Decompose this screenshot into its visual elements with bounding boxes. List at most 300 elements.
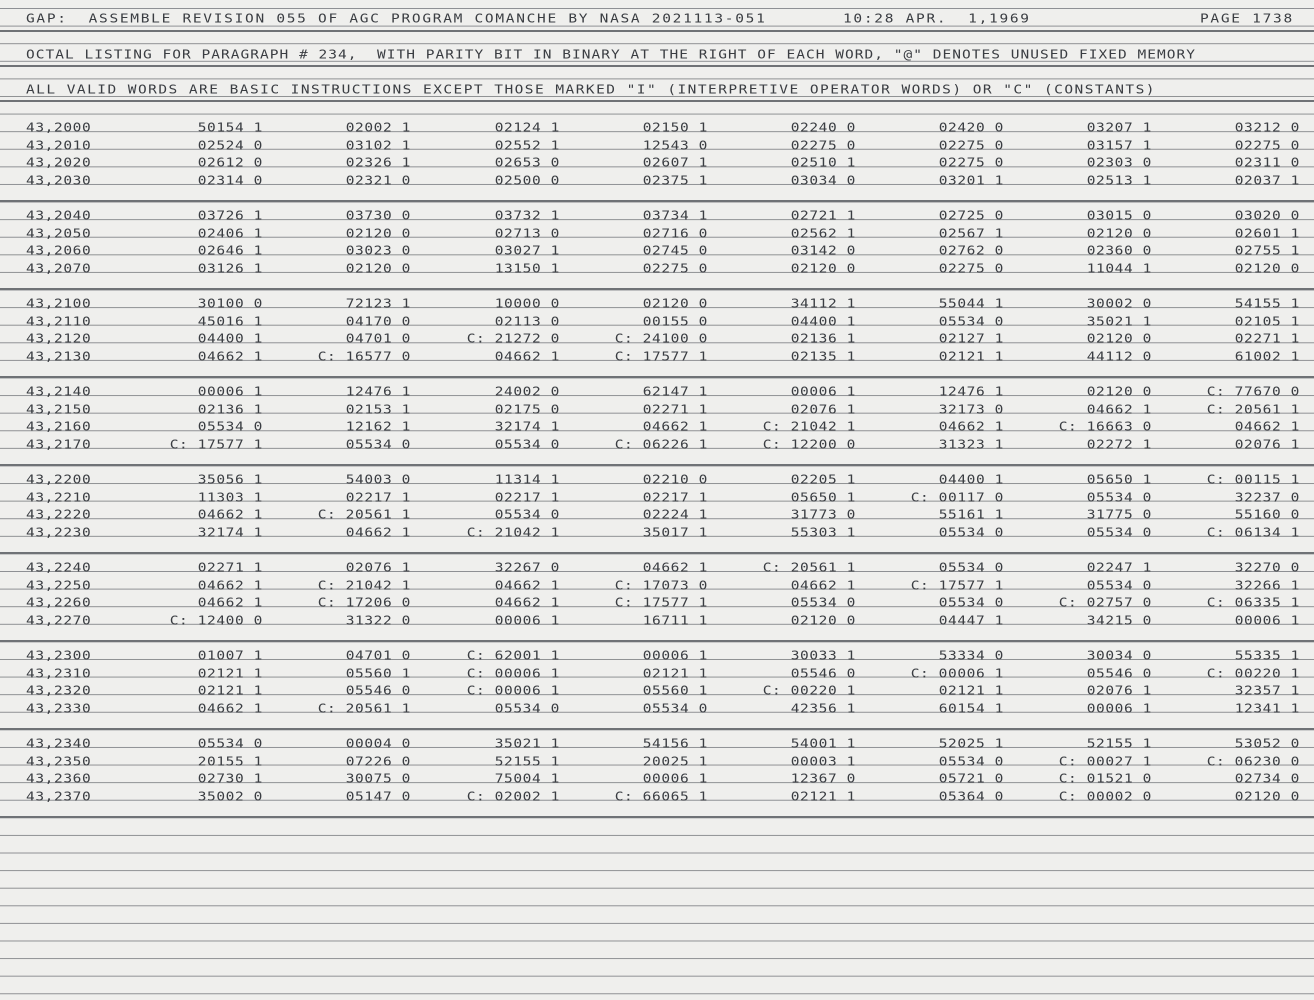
octal-word: 03157 1 xyxy=(1086,138,1152,153)
octal-word: 02120 0 xyxy=(1086,226,1152,241)
row-address: 43,2130 xyxy=(26,349,92,364)
octal-word: C: 02757 0 xyxy=(1058,596,1152,611)
octal-word: 54001 1 xyxy=(790,737,856,751)
octal-word: 30075 0 xyxy=(345,772,411,787)
row-address: 43,2310 xyxy=(26,666,92,681)
octal-word: C: 12200 0 xyxy=(762,437,856,452)
octal-word: 04400 1 xyxy=(790,314,856,329)
octal-word: 02275 0 xyxy=(642,261,708,276)
octal-word: 05546 0 xyxy=(1086,666,1152,681)
octal-word: 02271 1 xyxy=(642,402,708,417)
octal-word: 02420 0 xyxy=(938,121,1004,135)
octal-word: 10000 0 xyxy=(494,297,560,311)
octal-word: 02271 1 xyxy=(1234,332,1300,347)
octal-word: 30100 0 xyxy=(197,297,263,311)
row-address: 43,2230 xyxy=(26,525,92,540)
octal-word: C: 21042 1 xyxy=(762,420,856,435)
octal-word: 02240 0 xyxy=(790,121,856,135)
octal-word: 53052 0 xyxy=(1234,737,1300,751)
octal-word: 02500 0 xyxy=(494,173,560,188)
octal-word: 72123 1 xyxy=(345,297,411,311)
octal-word: 04662 1 xyxy=(197,578,263,593)
octal-word: 02217 1 xyxy=(642,490,708,505)
rule-line xyxy=(0,552,1314,554)
octal-word: 02121 1 xyxy=(790,789,856,804)
octal-word: 04662 1 xyxy=(345,525,411,540)
row-address: 43,2200 xyxy=(26,473,92,487)
octal-word: C: 00115 1 xyxy=(1206,473,1300,487)
octal-word: 44112 0 xyxy=(1086,349,1152,364)
octal-word: 05534 0 xyxy=(197,737,263,751)
octal-word: 02360 0 xyxy=(1086,244,1152,259)
row-address: 43,2170 xyxy=(26,437,92,452)
row-address: 43,2100 xyxy=(26,297,92,311)
octal-word: 04662 1 xyxy=(494,578,560,593)
octal-word: 02552 1 xyxy=(494,138,560,153)
octal-word: 04662 1 xyxy=(790,578,856,593)
octal-word: 52025 1 xyxy=(938,737,1004,751)
octal-word: 02762 0 xyxy=(938,244,1004,259)
octal-word: 03732 1 xyxy=(494,209,560,223)
row-address: 43,2330 xyxy=(26,701,92,716)
octal-word: 01007 1 xyxy=(197,649,263,663)
octal-word: 02150 1 xyxy=(642,121,708,135)
octal-word: 02120 0 xyxy=(1086,385,1152,399)
octal-word: C: 00220 1 xyxy=(762,684,856,699)
octal-word: 02314 0 xyxy=(197,173,263,188)
octal-word: C: 17577 1 xyxy=(614,349,708,364)
octal-word: 02275 0 xyxy=(790,138,856,153)
octal-word: 02113 0 xyxy=(494,314,560,329)
octal-word: 03201 1 xyxy=(938,173,1004,188)
octal-word: C: 20561 1 xyxy=(317,508,411,523)
octal-word: 04701 0 xyxy=(345,332,411,347)
octal-word: 03142 0 xyxy=(790,244,856,259)
octal-word: 32270 0 xyxy=(1234,561,1300,575)
octal-word: 45016 1 xyxy=(197,314,263,329)
row-address: 43,2240 xyxy=(26,561,92,575)
octal-word: 02076 1 xyxy=(1234,437,1300,452)
octal-word: 55335 1 xyxy=(1234,649,1300,663)
octal-word: 12162 1 xyxy=(345,420,411,435)
octal-word: C: 06230 0 xyxy=(1206,754,1300,769)
octal-word: 05534 0 xyxy=(494,437,560,452)
octal-word: 03023 0 xyxy=(345,244,411,259)
octal-word: 00006 1 xyxy=(642,649,708,663)
octal-word: 02217 1 xyxy=(494,490,560,505)
octal-word: 02136 1 xyxy=(790,332,856,347)
octal-word: 30034 0 xyxy=(1086,649,1152,663)
row-address: 43,2020 xyxy=(26,156,92,171)
octal-word: 03212 0 xyxy=(1234,121,1300,135)
row-address: 43,2300 xyxy=(26,649,92,663)
octal-word: 12341 1 xyxy=(1234,701,1300,716)
octal-word: 61002 1 xyxy=(1234,349,1300,364)
octal-word: 32174 1 xyxy=(494,420,560,435)
octal-word: 24002 0 xyxy=(494,385,560,399)
octal-word: 04400 1 xyxy=(938,473,1004,487)
octal-word: 04447 1 xyxy=(938,613,1004,628)
octal-word: C: 02002 1 xyxy=(466,789,560,804)
octal-word: 02321 0 xyxy=(345,173,411,188)
octal-word: 02120 0 xyxy=(1234,261,1300,276)
octal-word: 05534 0 xyxy=(1086,490,1152,505)
octal-word: 07226 0 xyxy=(345,754,411,769)
octal-word: 20155 1 xyxy=(197,754,263,769)
octal-word: C: 21272 0 xyxy=(466,332,560,347)
octal-word: C: 06226 1 xyxy=(614,437,708,452)
octal-word: 32266 1 xyxy=(1234,578,1300,593)
octal-word: 31323 1 xyxy=(938,437,1004,452)
row-address: 43,2220 xyxy=(26,508,92,523)
octal-word: 60154 1 xyxy=(938,701,1004,716)
octal-word: C: 00006 1 xyxy=(910,666,1004,681)
octal-word: C: 62001 1 xyxy=(466,649,560,663)
octal-word: 05147 0 xyxy=(345,789,411,804)
octal-word: 05546 0 xyxy=(790,666,856,681)
octal-word: 02272 1 xyxy=(1086,437,1152,452)
octal-word: 00006 1 xyxy=(1234,613,1300,628)
octal-word: 55044 1 xyxy=(938,297,1004,311)
rule-line xyxy=(0,376,1314,378)
octal-word: C: 24100 0 xyxy=(614,332,708,347)
octal-word: 02120 0 xyxy=(642,297,708,311)
header-line-3: ALL VALID WORDS ARE BASIC INSTRUCTIONS EXCEPT THOSE MARKED "I" (INTERPRETIVE OPERATOR WORDS) OR "C" (CONSTANTS) xyxy=(26,83,1156,97)
octal-word: 35002 0 xyxy=(197,789,263,804)
octal-word: 12543 0 xyxy=(642,138,708,153)
octal-word: 02755 1 xyxy=(1234,244,1300,259)
octal-word: 02175 0 xyxy=(494,402,560,417)
octal-word: 05721 0 xyxy=(938,772,1004,787)
octal-word: 03126 1 xyxy=(197,261,263,276)
octal-word: C: 77670 0 xyxy=(1206,385,1300,399)
row-address: 43,2120 xyxy=(26,332,92,347)
octal-word: C: 21042 1 xyxy=(466,525,560,540)
octal-word: 04662 1 xyxy=(494,349,560,364)
octal-word: 02721 1 xyxy=(790,209,856,223)
octal-word: 02730 1 xyxy=(197,772,263,787)
octal-word: 31322 0 xyxy=(345,613,411,628)
octal-word: 13150 1 xyxy=(494,261,560,276)
octal-word: 12476 1 xyxy=(938,385,1004,399)
rule-line xyxy=(0,728,1314,730)
octal-word: 30002 0 xyxy=(1086,297,1152,311)
octal-word: 02120 0 xyxy=(1086,332,1152,347)
header-line-1: GAP: ASSEMBLE REVISION 055 OF AGC PROGRAM COMANCHE BY NASA 2021113-051 xyxy=(26,12,767,26)
octal-word: 03730 0 xyxy=(345,209,411,223)
rule-line xyxy=(0,816,1314,818)
octal-word: 00006 1 xyxy=(197,385,263,399)
octal-word: 02275 0 xyxy=(938,261,1004,276)
octal-word: 11314 1 xyxy=(494,473,560,487)
row-address: 43,2340 xyxy=(26,737,92,751)
octal-word: 55160 0 xyxy=(1234,508,1300,523)
octal-word: 05650 1 xyxy=(1086,473,1152,487)
octal-word: 04662 1 xyxy=(197,349,263,364)
octal-word: 34112 1 xyxy=(790,297,856,311)
octal-word: 02120 0 xyxy=(345,261,411,276)
octal-word: 02076 1 xyxy=(345,561,411,575)
row-address: 43,2360 xyxy=(26,772,92,787)
octal-word: 34215 0 xyxy=(1086,613,1152,628)
page-number: PAGE 1738 xyxy=(1200,12,1294,26)
octal-word: 03027 1 xyxy=(494,244,560,259)
octal-word: 02275 0 xyxy=(938,138,1004,153)
octal-word: 02646 1 xyxy=(197,244,263,259)
row-address: 43,2370 xyxy=(26,789,92,804)
octal-word: 02271 1 xyxy=(197,561,263,575)
octal-word: 03015 0 xyxy=(1086,209,1152,223)
octal-word: 02076 1 xyxy=(1086,684,1152,699)
octal-word: 32267 0 xyxy=(494,561,560,575)
octal-word: 11303 1 xyxy=(197,490,263,505)
row-address: 43,2270 xyxy=(26,613,92,628)
octal-word: 02311 0 xyxy=(1234,156,1300,171)
octal-word: 62147 1 xyxy=(642,385,708,399)
octal-word: 00003 1 xyxy=(790,754,856,769)
octal-word: 02120 0 xyxy=(1234,789,1300,804)
rule-line xyxy=(0,65,1314,67)
row-address: 43,2140 xyxy=(26,385,92,399)
row-address: 43,2320 xyxy=(26,684,92,699)
octal-word: 04662 1 xyxy=(1234,420,1300,435)
rule-line xyxy=(0,640,1314,642)
row-address: 43,2210 xyxy=(26,490,92,505)
octal-word: 32237 0 xyxy=(1234,490,1300,505)
octal-word: 02303 0 xyxy=(1086,156,1152,171)
octal-word: 00006 1 xyxy=(790,385,856,399)
octal-word: 02121 1 xyxy=(642,666,708,681)
octal-word: C: 17577 1 xyxy=(169,437,263,452)
octal-word: 02037 1 xyxy=(1234,173,1300,188)
header-timestamp: 10:28 APR. 1,1969 xyxy=(843,12,1031,26)
octal-word: 02135 1 xyxy=(790,349,856,364)
octal-word: 02120 0 xyxy=(790,261,856,276)
octal-word: 02745 0 xyxy=(642,244,708,259)
row-address: 43,2010 xyxy=(26,138,92,153)
octal-word: 12476 1 xyxy=(345,385,411,399)
octal-word: 02326 1 xyxy=(345,156,411,171)
octal-word: C: 00117 0 xyxy=(910,490,1004,505)
octal-word: 02653 0 xyxy=(494,156,560,171)
octal-word: 02275 0 xyxy=(938,156,1004,171)
octal-word: 53334 0 xyxy=(938,649,1004,663)
octal-word: 02607 1 xyxy=(642,156,708,171)
row-address: 43,2260 xyxy=(26,596,92,611)
octal-word: C: 17206 0 xyxy=(317,596,411,611)
octal-word: C: 20561 1 xyxy=(1206,402,1300,417)
octal-word: 05534 0 xyxy=(197,420,263,435)
octal-word: C: 17073 0 xyxy=(614,578,708,593)
octal-word: C: 00220 1 xyxy=(1206,666,1300,681)
octal-word: 02513 1 xyxy=(1086,173,1152,188)
octal-word: C: 16577 0 xyxy=(317,349,411,364)
octal-word: C: 17577 1 xyxy=(910,578,1004,593)
octal-word: C: 06134 1 xyxy=(1206,525,1300,540)
row-address: 43,2030 xyxy=(26,173,92,188)
octal-word: 02153 1 xyxy=(345,402,411,417)
octal-word: 03734 1 xyxy=(642,209,708,223)
octal-word: 52155 1 xyxy=(494,754,560,769)
octal-word: 05534 0 xyxy=(938,314,1004,329)
octal-word: 35056 1 xyxy=(197,473,263,487)
octal-word: 02247 1 xyxy=(1086,561,1152,575)
rule-line xyxy=(0,100,1314,102)
octal-word: 02713 0 xyxy=(494,226,560,241)
octal-word: 00006 1 xyxy=(1086,701,1152,716)
row-address: 43,2070 xyxy=(26,261,92,276)
octal-word: 00006 1 xyxy=(494,613,560,628)
octal-word: 75004 1 xyxy=(494,772,560,787)
octal-word: 32173 0 xyxy=(938,402,1004,417)
octal-word: 02567 1 xyxy=(938,226,1004,241)
octal-word: 03102 1 xyxy=(345,138,411,153)
octal-word: 04662 1 xyxy=(642,561,708,575)
octal-word: 05546 0 xyxy=(345,684,411,699)
octal-word: 03207 1 xyxy=(1086,121,1152,135)
octal-word: 02205 1 xyxy=(790,473,856,487)
octal-word: 03020 0 xyxy=(1234,209,1300,223)
octal-word: 54155 1 xyxy=(1234,297,1300,311)
octal-word: C: 16663 0 xyxy=(1058,420,1152,435)
octal-word: 55161 1 xyxy=(938,508,1004,523)
octal-word: C: 20561 1 xyxy=(762,561,856,575)
octal-word: C: 00006 1 xyxy=(466,666,560,681)
octal-word: C: 06335 1 xyxy=(1206,596,1300,611)
octal-word: 52155 1 xyxy=(1086,737,1152,751)
octal-word: 42356 1 xyxy=(790,701,856,716)
row-address: 43,2350 xyxy=(26,754,92,769)
row-address: 43,2150 xyxy=(26,402,92,417)
row-address: 43,2110 xyxy=(26,314,92,329)
octal-word: 00006 1 xyxy=(642,772,708,787)
octal-word: C: 17577 1 xyxy=(614,596,708,611)
octal-word: 05534 0 xyxy=(938,525,1004,540)
octal-word: 02406 1 xyxy=(197,226,263,241)
octal-word: C: 21042 1 xyxy=(317,578,411,593)
octal-word: 55303 1 xyxy=(790,525,856,540)
octal-word: 02105 1 xyxy=(1234,314,1300,329)
octal-word: 03726 1 xyxy=(197,209,263,223)
octal-word: 05534 0 xyxy=(345,437,411,452)
row-address: 43,2050 xyxy=(26,226,92,241)
row-address: 43,2250 xyxy=(26,578,92,593)
octal-word: 03034 0 xyxy=(790,173,856,188)
octal-word: 05534 0 xyxy=(642,701,708,716)
octal-word: 02562 1 xyxy=(790,226,856,241)
octal-word: 20025 1 xyxy=(642,754,708,769)
rule-line xyxy=(0,288,1314,290)
rule-line xyxy=(0,464,1314,466)
octal-word: C: 00002 0 xyxy=(1058,789,1152,804)
row-address: 43,2060 xyxy=(26,244,92,259)
octal-word: 02210 0 xyxy=(642,473,708,487)
octal-word: C: 12400 0 xyxy=(169,613,263,628)
octal-word: 35021 1 xyxy=(1086,314,1152,329)
octal-word: 05364 0 xyxy=(938,789,1004,804)
octal-word: 04662 1 xyxy=(197,508,263,523)
octal-word: C: 00027 1 xyxy=(1058,754,1152,769)
octal-word: 02121 1 xyxy=(197,666,263,681)
octal-word: 02120 0 xyxy=(790,613,856,628)
octal-word: 05534 0 xyxy=(494,508,560,523)
octal-word: 05534 0 xyxy=(1086,525,1152,540)
octal-word: 05534 0 xyxy=(938,754,1004,769)
octal-word: 32357 1 xyxy=(1234,684,1300,699)
octal-word: 05534 0 xyxy=(790,596,856,611)
octal-word: 04170 0 xyxy=(345,314,411,329)
octal-word: 04662 1 xyxy=(197,596,263,611)
octal-word: 02612 0 xyxy=(197,156,263,171)
octal-word: 05534 0 xyxy=(938,596,1004,611)
octal-word: C: 66065 1 xyxy=(614,789,708,804)
octal-word: 04662 1 xyxy=(938,420,1004,435)
octal-word: 30033 1 xyxy=(790,649,856,663)
octal-word: 05560 1 xyxy=(642,684,708,699)
octal-word: 05534 0 xyxy=(1086,578,1152,593)
octal-word: 02121 1 xyxy=(938,349,1004,364)
octal-word: 02121 1 xyxy=(197,684,263,699)
octal-word: 32174 1 xyxy=(197,525,263,540)
octal-word: 16711 1 xyxy=(642,613,708,628)
octal-word: 00004 0 xyxy=(345,737,411,751)
octal-word: 02510 1 xyxy=(790,156,856,171)
octal-word: 05534 0 xyxy=(938,561,1004,575)
octal-word: 02120 0 xyxy=(345,226,411,241)
octal-word: 05650 1 xyxy=(790,490,856,505)
octal-word: 00155 0 xyxy=(642,314,708,329)
octal-word: 35017 1 xyxy=(642,525,708,540)
octal-word: 02124 1 xyxy=(494,121,560,135)
octal-word: 04400 1 xyxy=(197,332,263,347)
octal-word: 31773 0 xyxy=(790,508,856,523)
octal-word: C: 01521 0 xyxy=(1058,772,1152,787)
octal-word: 02224 1 xyxy=(642,508,708,523)
rule-line xyxy=(0,30,1314,32)
octal-word: 02217 1 xyxy=(345,490,411,505)
header-line-2: OCTAL LISTING FOR PARAGRAPH # 234, WITH PARITY BIT IN BINARY AT THE RIGHT OF EACH WORD, "@" DENOTES UNUSED FIXED MEMORY xyxy=(26,48,1196,62)
octal-word: 12367 0 xyxy=(790,772,856,787)
octal-word: 04701 0 xyxy=(345,649,411,663)
octal-word: 02002 1 xyxy=(345,121,411,135)
octal-word: 05560 1 xyxy=(345,666,411,681)
octal-word: 02275 0 xyxy=(1234,138,1300,153)
octal-word: 02716 0 xyxy=(642,226,708,241)
octal-word: 02601 1 xyxy=(1234,226,1300,241)
octal-word: 02375 1 xyxy=(642,173,708,188)
octal-word: 02734 0 xyxy=(1234,772,1300,787)
rule-line xyxy=(0,200,1314,202)
octal-word: 02136 1 xyxy=(197,402,263,417)
octal-word: 02524 0 xyxy=(197,138,263,153)
octal-word: 54003 0 xyxy=(345,473,411,487)
octal-word: 54156 1 xyxy=(642,737,708,751)
octal-word: 35021 1 xyxy=(494,737,560,751)
octal-word: 05534 0 xyxy=(494,701,560,716)
octal-word: 04662 1 xyxy=(1086,402,1152,417)
octal-word: 11044 1 xyxy=(1086,261,1152,276)
row-address: 43,2040 xyxy=(26,209,92,223)
octal-word: 02725 0 xyxy=(938,209,1004,223)
octal-word: C: 20561 1 xyxy=(317,701,411,716)
octal-word: 50154 1 xyxy=(197,121,263,135)
octal-word: 04662 1 xyxy=(642,420,708,435)
octal-word: 02127 1 xyxy=(938,332,1004,347)
octal-word: 31775 0 xyxy=(1086,508,1152,523)
octal-word: 04662 1 xyxy=(494,596,560,611)
row-address: 43,2160 xyxy=(26,420,92,435)
row-address: 43,2000 xyxy=(26,121,92,135)
